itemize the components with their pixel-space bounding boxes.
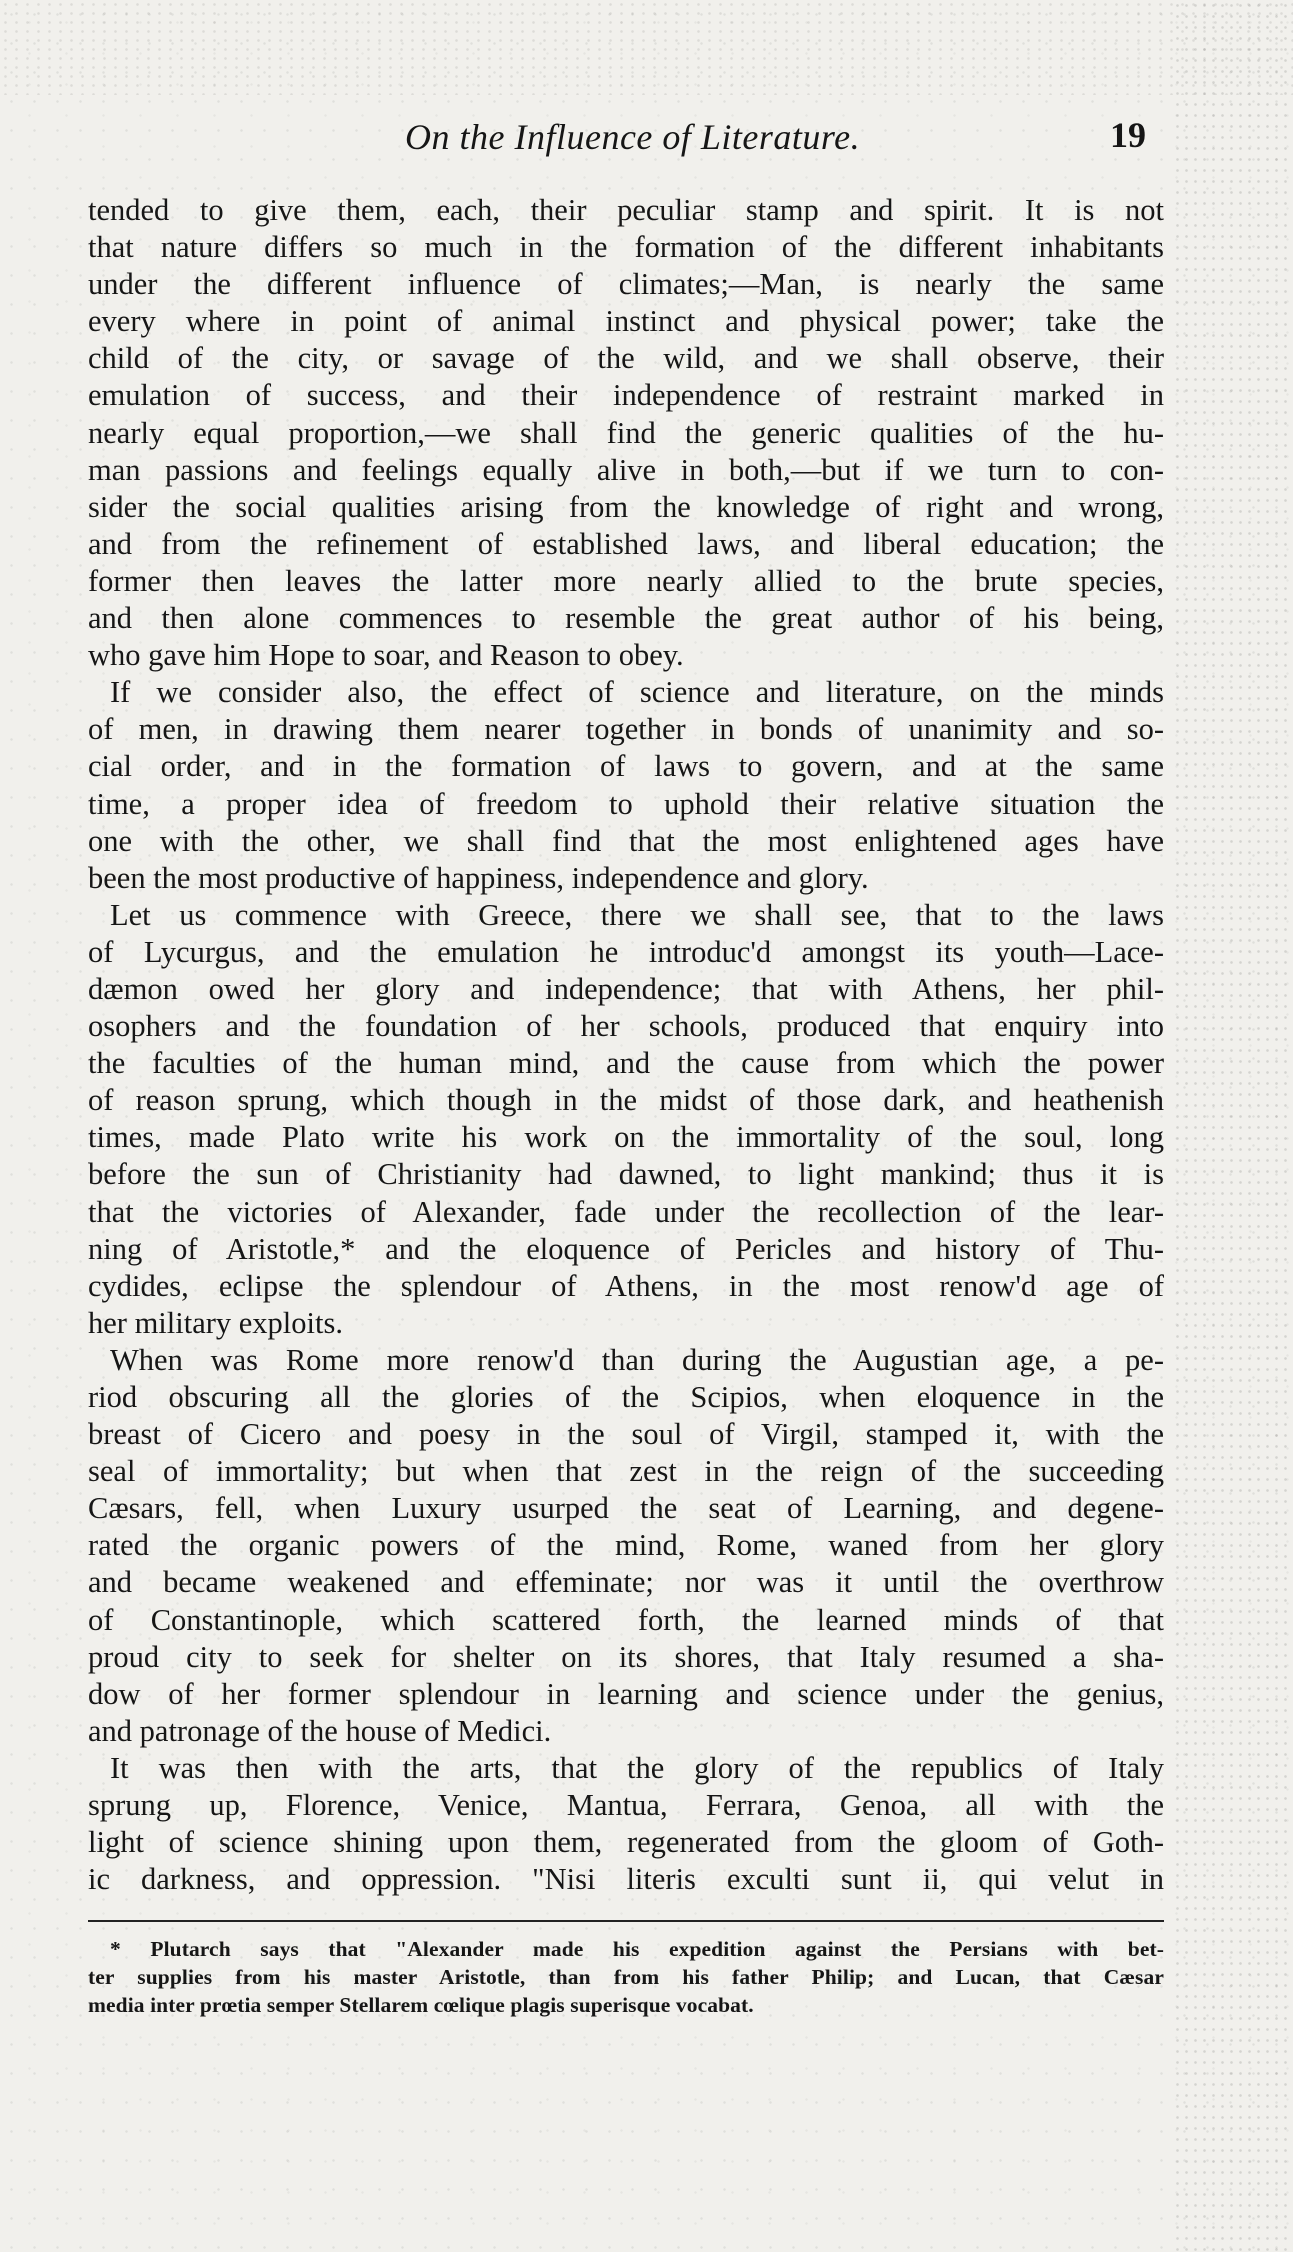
footnotes	[88, 1935, 1164, 2019]
text-line: man passions and feelings equally alive in both,—but if we turn to con-	[88, 452, 1164, 487]
text-line: Cæsars, fell, when Luxury usurped the seat of Learning, and degene-	[88, 1491, 1164, 1526]
footnote-line: * Plutarch says that "Alexander made his expedition against the Persians with bet-	[110, 1937, 1164, 1961]
text-line: of reason sprung, which though in the midst of those dark, and heathenish	[88, 1083, 1164, 1118]
text-line: time, a proper idea of freedom to uphold their relative situation the	[88, 786, 1164, 821]
text-line: before the sun of Christianity had dawned, to light mankind; thus it is	[88, 1157, 1164, 1192]
text-line: her military exploits.	[88, 1305, 343, 1340]
footnote-line: media inter prœtia semper Stellarem cœlique plagis superisque vocabat.	[88, 1993, 754, 2017]
text-line: cydides, eclipse the splendour of Athens, in the most renow'd age of	[88, 1268, 1164, 1303]
text-line: the faculties of the human mind, and the cause from which the power	[88, 1046, 1164, 1081]
text-line: of Constantinople, which scattered forth, the learned minds of that	[88, 1602, 1164, 1637]
text-line: breast of Cicero and poesy in the soul of Virgil, stamped it, with the	[88, 1417, 1164, 1452]
text-line: sider the social qualities arising from the knowledge of right and wrong,	[88, 489, 1164, 524]
text-line: former then leaves the latter more nearly allied to the brute species,	[88, 563, 1164, 598]
body-text	[88, 192, 1164, 1898]
text-line: ic darkness, and oppression. "Nisi literis exculti sunt ii, qui velut in	[88, 1862, 1164, 1897]
text-line: and patronage of the house of Medici.	[88, 1713, 552, 1748]
page-number: 19	[1110, 115, 1146, 155]
page-header	[0, 112, 1293, 168]
text-line: osophers and the foundation of her schools, produced that enquiry into	[88, 1009, 1164, 1044]
footnote-divider	[88, 1920, 1164, 1922]
text-line: dow of her former splendour in learning and science under the genius,	[88, 1676, 1164, 1711]
text-line: sprung up, Florence, Venice, Mantua, Ferrara, Genoa, all with the	[88, 1788, 1164, 1823]
text-line: riod obscuring all the glories of the Scipios, when eloquence in the	[88, 1380, 1164, 1414]
text-line: that nature differs so much in the formation of the different inhabitants	[88, 230, 1164, 265]
footnote-line: ter supplies from his master Aristotle, than from his father Philip; and Lucan, that Cæsar	[88, 1965, 1164, 1989]
text-line: every where in point of animal instinct and physical power; take the	[88, 304, 1164, 339]
text-line: times, made Plato write his work on the immortality of the soul, long	[88, 1120, 1164, 1155]
text-line: who gave him Hope to soar, and Reason to obey.	[88, 638, 684, 673]
text-line: seal of immortality; but when that zest in the reign of the succeeding	[88, 1454, 1164, 1489]
text-line: If we consider also, the effect of science and literature, on the minds	[110, 675, 1164, 710]
text-line: child of the city, or savage of the wild, and we shall observe, their	[88, 341, 1164, 376]
text-line: under the different influence of climates;—Man, is nearly the same	[88, 267, 1164, 302]
text-line: one with the other, we shall find that the most enlightened ages have	[88, 823, 1164, 858]
text-line: emulation of success, and their independence of restraint marked in	[88, 378, 1164, 413]
text-line: Let us commence with Greece, there we shall see, that to the laws	[110, 897, 1164, 932]
text-line: that the victories of Alexander, fade under the recollection of the lear-	[88, 1194, 1164, 1229]
text-line: and then alone commences to resemble the great author of his being,	[88, 601, 1164, 636]
text-line: nearly equal proportion,—we shall find the generic qualities of the hu-	[88, 415, 1164, 450]
scan-noise-right-edge	[1173, 0, 1293, 2252]
text-line: rated the organic powers of the mind, Rome, waned from her glory	[88, 1528, 1164, 1563]
text-line: of Lycurgus, and the emulation he introduc'd amongst its youth—Lace-	[88, 934, 1164, 969]
text-line: When was Rome more renow'd than during the Augustian age, a pe-	[110, 1342, 1164, 1377]
text-line: tended to give them, each, their peculiar stamp and spirit. It is not	[88, 193, 1164, 227]
text-line: been the most productive of happiness, independence and glory.	[88, 860, 869, 895]
scan-noise-top	[0, 0, 1293, 95]
running-title: On the Influence of Literature.	[405, 117, 861, 157]
text-line: cial order, and in the formation of laws to govern, and at the same	[88, 749, 1164, 784]
text-line: It was then with the arts, that the glory of the republics of Italy	[110, 1750, 1164, 1785]
text-line: dæmon owed her glory and independence; that with Athens, her phil-	[88, 971, 1164, 1006]
text-line: ning of Aristotle,* and the eloquence of Pericles and history of Thu-	[88, 1231, 1164, 1266]
text-line: and from the refinement of established laws, and liberal education; the	[88, 526, 1164, 561]
text-line: of men, in drawing them nearer together in bonds of unanimity and so-	[88, 712, 1164, 747]
text-line: light of science shining upon them, regenerated from the gloom of Goth-	[88, 1825, 1164, 1860]
text-line: and became weakened and effeminate; nor was it until the overthrow	[88, 1565, 1164, 1600]
text-line: proud city to seek for shelter on its shores, that Italy resumed a sha-	[88, 1639, 1164, 1674]
